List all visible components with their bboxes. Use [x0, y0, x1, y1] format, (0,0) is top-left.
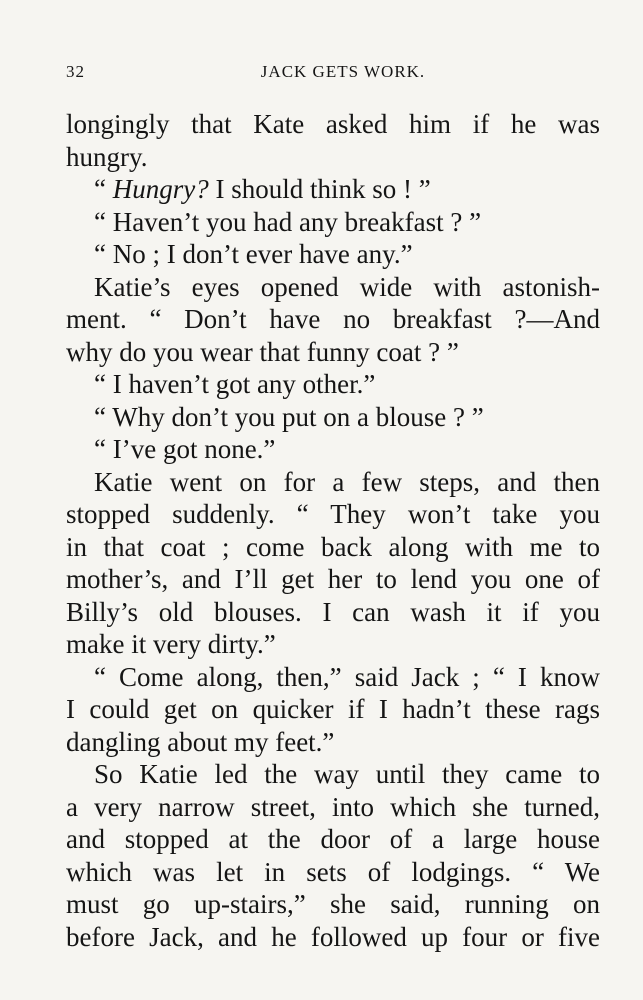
text-line: hungry. [66, 141, 148, 172]
text-line: before Jack, and he followed up four or five [66, 921, 600, 952]
text-line: which was let in sets of lodgings. “ We [66, 856, 600, 887]
text-line: So Katie led the way until they came to [94, 759, 600, 789]
italic-word: Hungry? [112, 174, 209, 204]
line-rest: I should think so ! ” [208, 174, 431, 204]
text-line: a very narrow street, into which she turned, [66, 791, 600, 822]
body-text [66, 108, 600, 953]
text-line: Billy’s old blouses. I can wash it if you [66, 596, 600, 627]
open-quote: “ [94, 174, 113, 204]
text-line: “ Why don’t you put on a blouse ? ” [94, 401, 484, 432]
text-line: I could get on quicker if I hadn’t these rags [66, 694, 600, 724]
text-line: “ Come along, then,” said Jack ; “ I know [94, 661, 600, 692]
text-line: “ Haven’t you had any breakfast ? ” [94, 206, 482, 237]
text-line: “ I haven’t got any other.” [94, 369, 376, 399]
text-line: Katie’s eyes opened wide with astonish- [94, 271, 600, 302]
text-line-italic-emphasis [66, 173, 600, 206]
text-line: must go up-stairs,” she said, running on [66, 889, 600, 919]
text-line: make it very dirty.” [66, 629, 276, 659]
running-head [66, 62, 600, 88]
text-line: longingly that Kate asked him if he was [66, 109, 600, 139]
page-number: 32 [66, 62, 85, 81]
text-line: why do you wear that funny coat ? ” [66, 336, 459, 367]
text-line: stopped suddenly. “ They won’t take you [66, 499, 600, 529]
text-line: “ No ; I don’t ever have any.” [94, 239, 413, 269]
text-line: ment. “ Don’t have no breakfast ?—And [66, 304, 600, 334]
text-line: in that coat ; come back along with me to [66, 531, 600, 562]
text-line: “ I’ve got none.” [94, 434, 276, 464]
text-line: mother’s, and I’ll get her to lend you one of [66, 564, 600, 594]
text-line: dangling about my feet.” [66, 726, 335, 757]
text-line: and stopped at the door of a large house [66, 824, 600, 854]
text-line: Katie went on for a few steps, and then [94, 466, 600, 497]
running-title: JACK GETS WORK. [260, 62, 426, 81]
